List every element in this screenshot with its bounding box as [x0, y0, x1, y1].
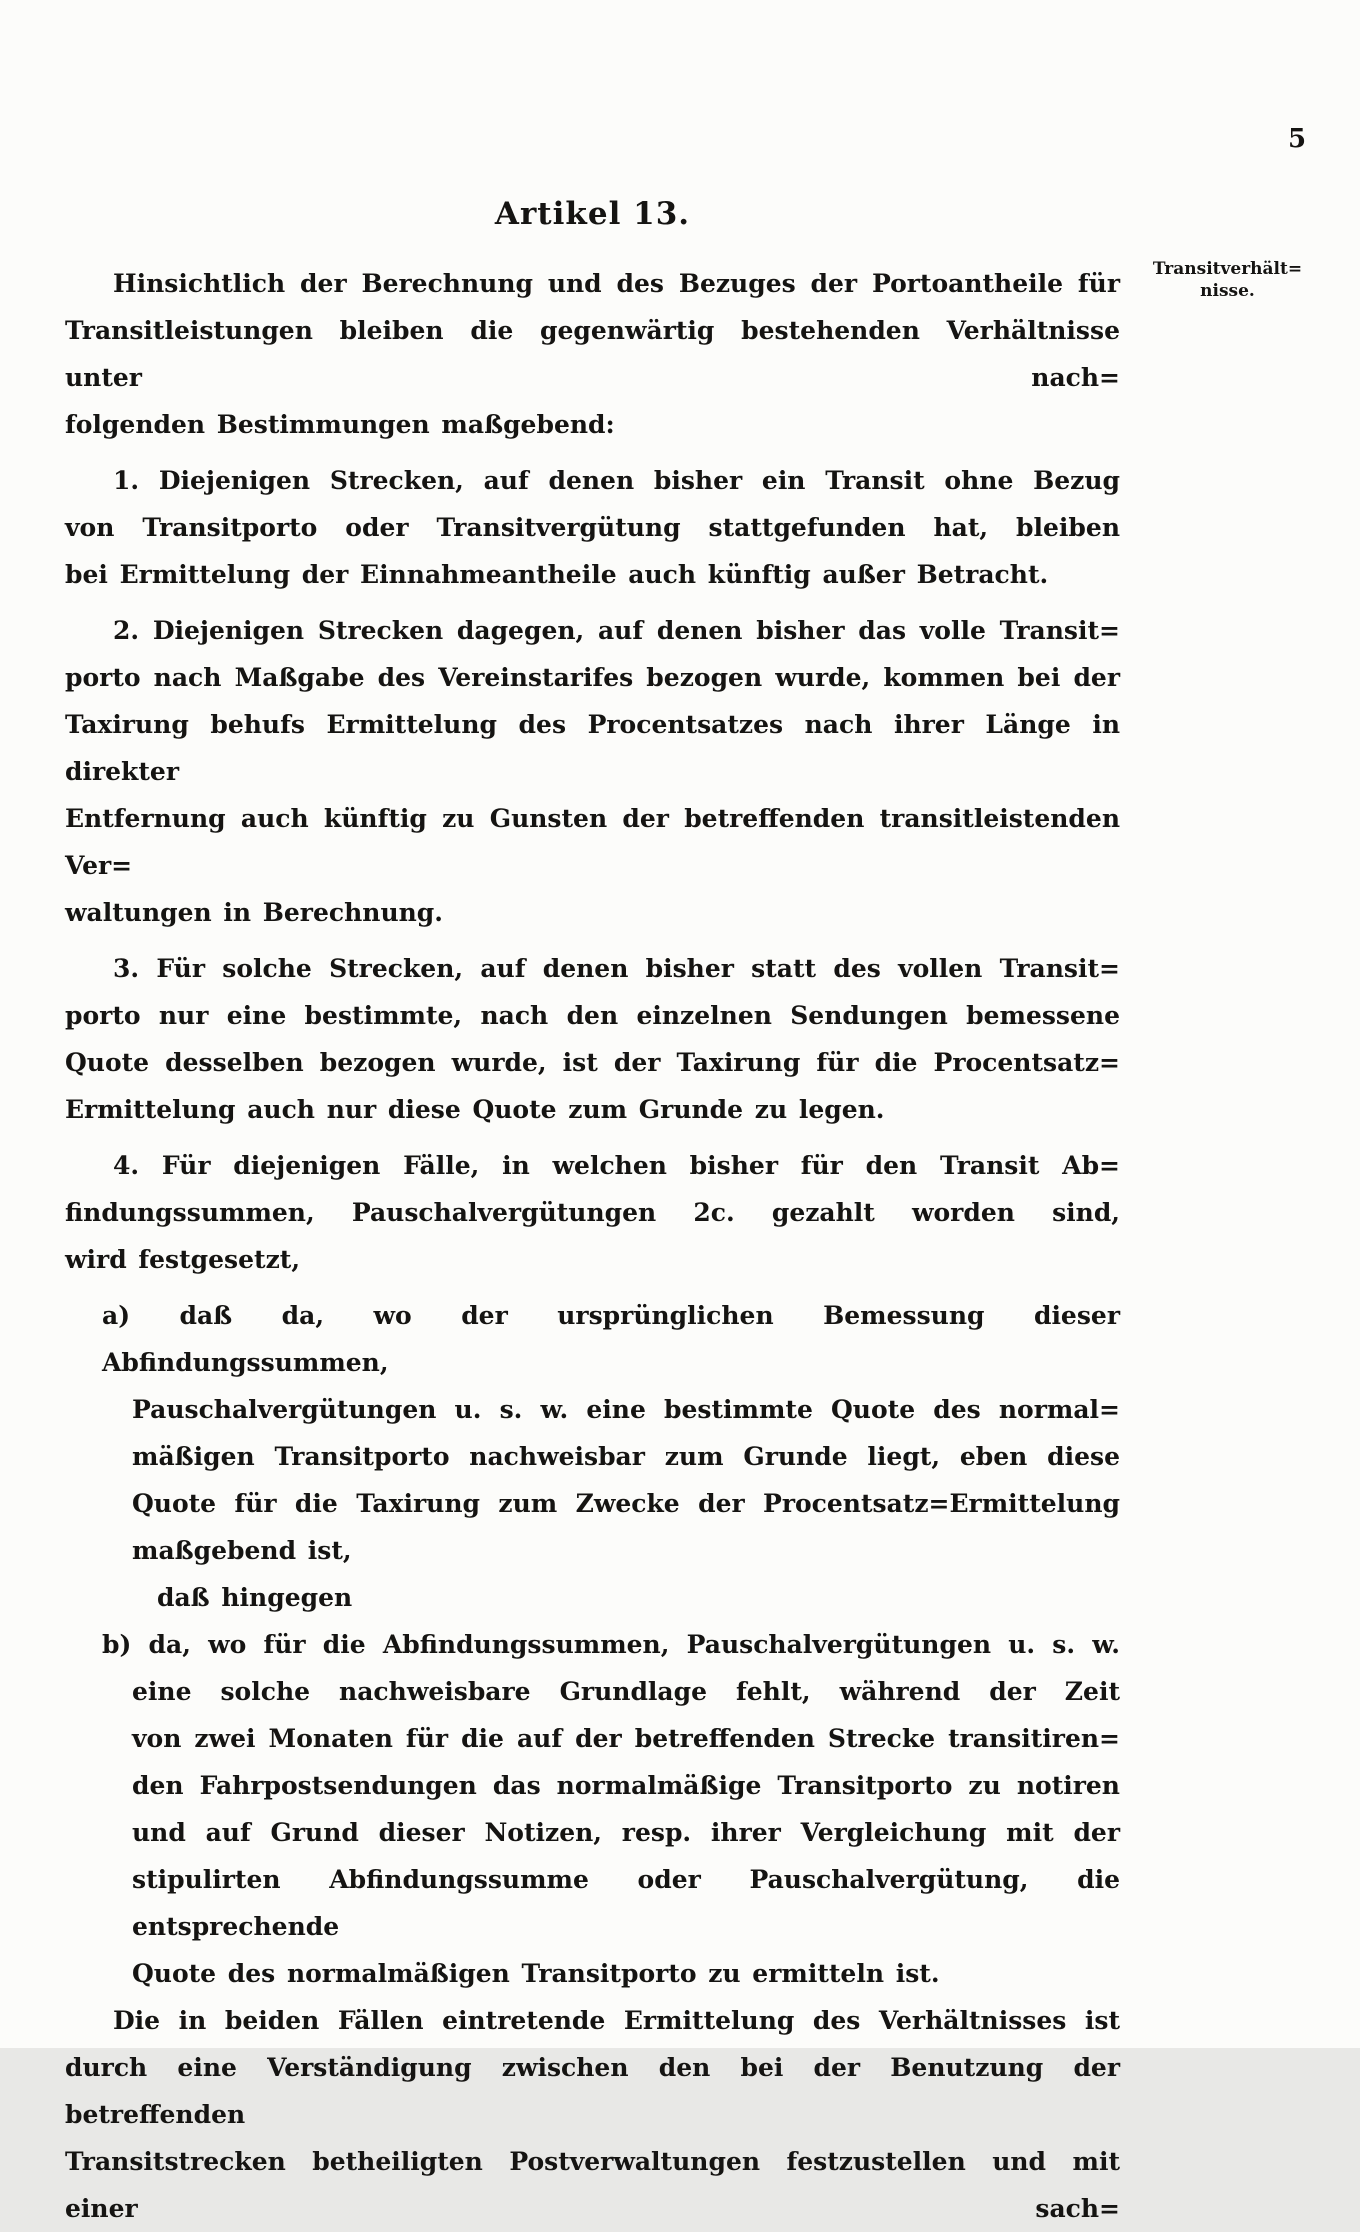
paragraph-intro	[65, 260, 1120, 448]
list-item-b	[65, 1621, 1120, 1997]
text-line: und auf Grund dieser Notizen, resp. ihrer Vergleichung mit der	[132, 1818, 1120, 1847]
text-line: von Transitporto oder Transitvergütung stattgefunden hat, bleiben	[65, 513, 1120, 542]
text-line: Ermittelung auch nur diese Quote zum Grunde zu legen.	[65, 1095, 885, 1124]
text-line: den Fahrpostsendungen das normalmäßige Transitporto zu notiren	[132, 1771, 1120, 1800]
text-line: folgenden Bestimmungen maßgebend:	[65, 410, 615, 439]
text-line: bei Ermittelung der Einnahmeantheile auch künftig außer Betracht.	[65, 560, 1049, 589]
margin-note	[1135, 258, 1320, 302]
text-line: Transitleistungen bleiben die gegenwärtig bestehenden Verhältnisse unter nach=	[65, 316, 1120, 392]
text-line: porto nur eine bestimmte, nach den einzelnen Sendungen bemessene	[65, 1001, 1120, 1030]
text-line: stipulirten Abfindungssumme oder Pauschalvergütung, die entsprechende	[132, 1865, 1120, 1941]
paragraph-item-2	[65, 607, 1120, 936]
page-number: 5	[1288, 124, 1308, 154]
article-heading: Artikel 13.	[494, 196, 691, 232]
article-content	[65, 194, 1120, 2232]
text-line: waltungen in Berechnung.	[65, 898, 443, 927]
text-line: Quote für die Taxirung zum Zwecke der Procentsatz=Ermittelung	[132, 1489, 1120, 1518]
text-line: a) daß da, wo der ursprünglichen Bemessung dieser Abfindungssummen,	[102, 1301, 1120, 1377]
text-line: 2. Diejenigen Strecken dagegen, auf denen bisher das volle Transit=	[113, 616, 1120, 645]
text-line: eine solche nachweisbare Grundlage fehlt, während der Zeit	[132, 1677, 1120, 1706]
text-line: porto nach Maßgabe des Vereinstarifes bezogen wurde, kommen bei der	[65, 663, 1120, 692]
text-line: Hinsichtlich der Berechnung und des Bezuges der Portoantheile für	[113, 269, 1120, 298]
text-line: 1. Diejenigen Strecken, auf denen bisher ein Transit ohne Bezug	[113, 466, 1120, 495]
text-line: b) da, wo für die Abfindungssummen, Pauschalvergütungen u. s. w.	[102, 1630, 1120, 1659]
text-line: Transitstrecken betheiligten Postverwaltungen festzustellen und mit einer sach=	[65, 2147, 1120, 2223]
text-line: findungssummen, Pauschalvergütungen 2c. gezahlt worden sind,	[65, 1198, 1120, 1227]
text-line: Entfernung auch künftig zu Gunsten der betreffenden transitleistenden Ver=	[65, 804, 1120, 880]
text-line: Quote desselben bezogen wurde, ist der Taxirung für die Procentsatz=	[65, 1048, 1120, 1077]
margin-note-line: Transitverhält=	[1152, 259, 1303, 279]
text-line: durch eine Verständigung zwischen den bei der Benutzung der betreffenden	[65, 2053, 1120, 2129]
text-line: Taxirung behufs Ermittelung des Procentsatzes nach ihrer Länge in direkter	[65, 710, 1120, 786]
text-line: mäßigen Transitporto nachweisbar zum Grunde liegt, eben diese	[132, 1442, 1120, 1471]
text-line: Pauschalvergütungen u. s. w. eine bestimmte Quote des normal=	[132, 1395, 1120, 1424]
text-line: daß hingegen	[157, 1583, 353, 1612]
text-line: wird festgesetzt,	[65, 1245, 301, 1274]
text-line: 3. Für solche Strecken, auf denen bisher statt des vollen Transit=	[113, 954, 1120, 983]
paragraph-closing	[65, 1997, 1120, 2232]
paragraph-item-4	[65, 1142, 1120, 1283]
text-line: maßgebend ist,	[132, 1536, 352, 1565]
text-line: 4. Für diejenigen Fälle, in welchen bisher für den Transit Ab=	[113, 1151, 1120, 1180]
list-item-a	[65, 1292, 1120, 1621]
margin-note-line: nisse.	[1200, 281, 1255, 301]
paragraph-item-1	[65, 457, 1120, 598]
text-line: von zwei Monaten für die auf der betreffenden Strecke transitiren=	[132, 1724, 1120, 1753]
text-line: Quote des normalmäßigen Transitporto zu ermitteln ist.	[132, 1959, 940, 1988]
text-line: Die in beiden Fällen eintretende Ermittelung des Verhältnisses ist	[113, 2006, 1120, 2035]
paragraph-item-3	[65, 945, 1120, 1133]
